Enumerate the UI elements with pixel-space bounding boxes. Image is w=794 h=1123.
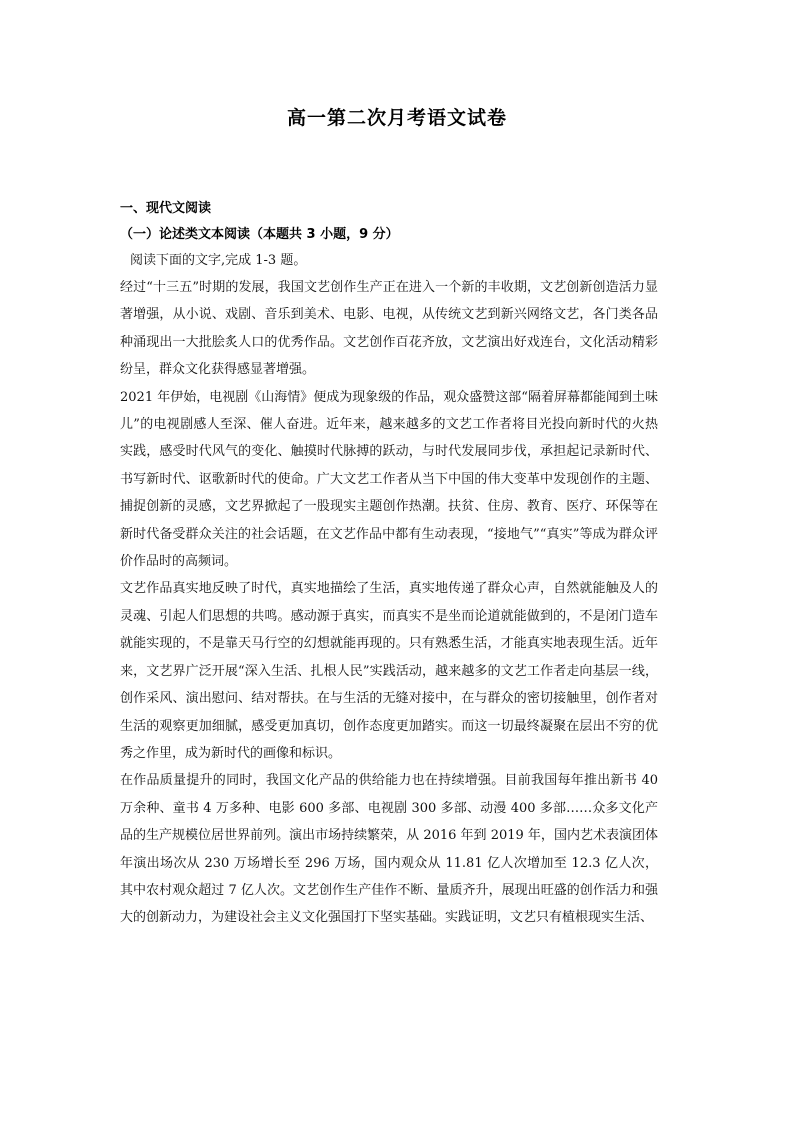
reading-instruction: 阅读下面的文字,完成 1-3 题。: [130, 253, 307, 268]
paragraph-4: 在作品质量提升的同时，我国文化产品的供给能力也在持续增强。目前我国每年推出新书 40 万余种、童书 4 万多种、电影 600 多部、电视剧 300 多部、动漫 400 多部……众多文化产品的生产规模位居世界前列。演出市场持续繁荣，从 2016 年到 2019 年，国内艺术表演团体年演出场次从 230 万场增长至 296 万场，国内观众从 11.81 亿人次增加至 12.3 亿人次，其中农村观众超过 7 亿人次。文艺创作生产佳作不断、量质齐升，展现出旺盛的创作活力和强大的创新动力，为建设社会主义文化强国打下坚实基础。实践证明，文艺只有植根现实生活、: [120, 773, 658, 926]
document-body: [120, 196, 658, 932]
paragraph-3: 文艺作品真实地反映了时代，真实地描绘了生活，真实地传递了群众心声，自然就能触及人的灵魂、引起人们思想的共鸣。感动源于真实，而真实不是坐而论道就能做到的，不是闭门造车就能实现的，不是靠天马行空的幻想就能再现的。只有熟悉生活，才能真实地表现生活。近年来，文艺界广泛开展“深入生活、扎根人民”实践活动，越来越多的文艺工作者走向基层一线，创作采风、演出慰问、结对帮扶。在与生活的无缝对接中，在与群众的密切接触里，创作者对生活的观察更加细腻，感受更加真切，创作态度更加踏实。而这一切最终凝聚在层出不穷的优秀之作里，成为新时代的画像和标识。: [120, 581, 658, 761]
paragraph-2: 2021 年伊始，电视剧《山海情》便成为现象级的作品，观众盛赞这部“隔着屏幕都能闻到土味儿”的电视剧感人至深、催人奋进。近年来，越来越多的文艺工作者将目光投向新时代的火热实践，感受时代风气的变化、触摸时代脉搏的跃动，与时代发展同步伐，承担起记录新时代、书写新时代、讴歌新时代的使命。广大文艺工作者从当下中国的伟大变革中发现创作的主题、捕捉创新的灵感，文艺界掀起了一股现实主题创作热潮。扶贫、住房、教育、医疗、环保等在新时代备受群众关注的社会话题，在文艺作品中都有生动表现，“接地气”“真实”等成为群众评价作品时的高频词。: [120, 389, 658, 570]
subsection-heading: （一）论述类文本阅读（本题共 3 小题，9 分）: [120, 227, 399, 242]
document-title: 高一第二次月考语文试卷: [286, 107, 507, 129]
paragraph-1: 经过“十三五”时期的发展，我国文艺创作生产正在进入一个新的丰收期，文艺创新创造活力显著增强，从小说、戏剧、音乐到美术、电影、电视，从传统文艺到新兴网络文艺，各门类各品种涌现出一大批脍炙人口的优秀作品。文艺创作百花齐放，文艺演出好戏连台，文化活动精彩纷呈，群众文化获得感显著增强。: [120, 280, 658, 378]
section-heading: 一、现代文阅读: [120, 201, 212, 216]
